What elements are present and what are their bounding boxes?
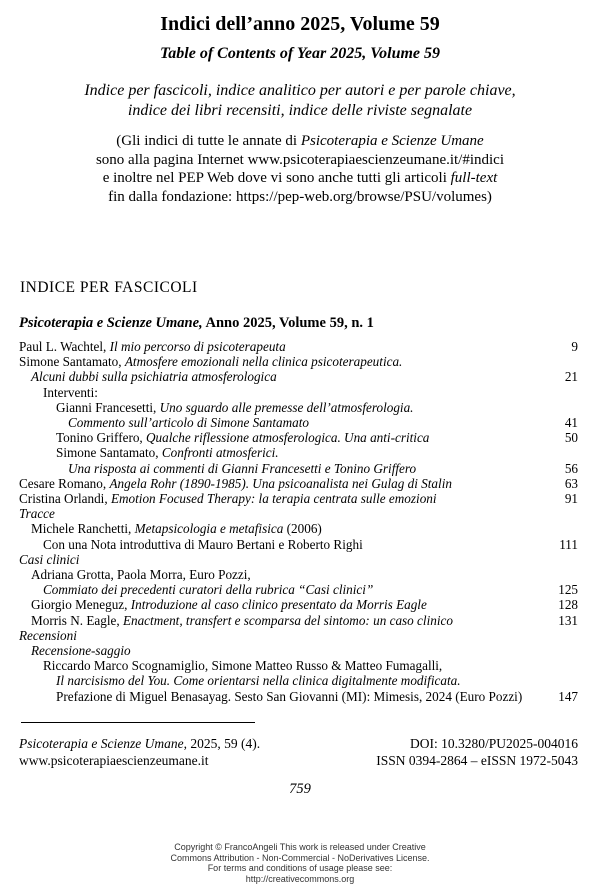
toc-entry	[19, 628, 578, 643]
toc-entry-text	[19, 491, 437, 506]
toc-page-number: 91	[564, 491, 578, 507]
intro-note-line	[0, 188, 600, 207]
text-segment: full-text	[450, 170, 498, 186]
text-segment: Tonino Griffero,	[56, 430, 147, 446]
footer-issn: ISSN 0394-2864 – eISSN 1972-5043	[376, 753, 578, 769]
page-title: Indici dell’anno 2025, Volume 59	[160, 13, 440, 35]
toc-entry	[19, 537, 578, 552]
toc-entry	[19, 673, 578, 688]
text-segment: Simone Santamato,	[19, 354, 125, 370]
toc-entry-text	[19, 597, 427, 612]
text-segment: Recensione-saggio	[31, 643, 131, 659]
text-segment: Riccardo Marco Scognamiglio, Simone Matteo Russo & Matteo Fumagalli,	[43, 658, 443, 674]
text-segment: Michele Ranchetti,	[31, 521, 135, 537]
toc-entry	[19, 385, 578, 400]
text-segment: Recensioni	[19, 627, 77, 643]
text-segment: Enactment, transfert e scomparsa del sintomo: un caso clinico	[122, 612, 453, 628]
copyright-line: http://creativecommons.org	[245, 873, 355, 884]
toc-entry	[19, 445, 578, 460]
text-segment: Tracce	[19, 506, 55, 522]
text-segment: Confronti atmosferici.	[161, 445, 279, 461]
copyright-notice	[0, 842, 600, 884]
toc-entry-text	[19, 658, 442, 673]
text-segment: Commiato dei precedenti curatori della rubrica “Casi clinici”	[43, 582, 374, 598]
toc-entry	[19, 430, 578, 445]
toc-entry	[19, 354, 578, 369]
toc-page-number: 9	[571, 339, 578, 354]
index-tagline-line: Indice per fascicoli, indice analitico per autori e per parole chiave,	[84, 82, 516, 99]
footer-website: www.psicoterapiaescienzeumane.it	[19, 753, 209, 769]
toc-entry	[19, 689, 578, 704]
text-segment: Psicoterapia e Scienze Umane	[300, 133, 484, 149]
toc-entry	[19, 582, 578, 597]
footer	[19, 735, 578, 770]
toc-page-number: 147	[558, 688, 578, 704]
footer-identifiers	[376, 735, 578, 770]
copyright-line: Commons Attribution - Non-Commercial - NoDerivatives License.	[170, 852, 430, 863]
toc-entry	[19, 506, 578, 521]
text-segment: Prefazione di Miguel Benasayag. Sesto San Giovanni (MI): Mimesis, 2024 (Euro Pozzi)	[56, 688, 523, 704]
text-segment: Psicoterapia e Scienze Umane,	[19, 315, 203, 331]
page-folio: 759	[289, 780, 311, 797]
toc-entry-text	[19, 582, 373, 597]
footnote-rule	[21, 722, 255, 723]
text-segment: Simone Santamato,	[56, 445, 162, 461]
text-segment: Morris N. Eagle,	[31, 612, 123, 628]
toc-entry	[19, 400, 578, 415]
toc-entry	[19, 369, 578, 384]
text-segment: e inoltre nel PEP Web dove vi sono anche tutti gli articoli	[102, 170, 451, 186]
text-segment: fin dalla fondazione: https://pep-web.org/browse/PSU/volumes)	[108, 188, 492, 205]
footer-citation	[19, 735, 260, 770]
intro-note-line	[0, 151, 600, 170]
text-segment: , 2025, 59 (4).	[183, 735, 261, 751]
text-segment: Il mio percorso di psicoterapeuta	[109, 339, 286, 354]
text-segment: Interventi:	[43, 384, 98, 400]
text-segment: Cristina Orlandi,	[19, 491, 111, 507]
footer-doi: DOI: 10.3280/PU2025-004016	[410, 735, 578, 751]
text-segment: Adriana Grotta, Paola Morra, Euro Pozzi,	[31, 567, 251, 583]
toc-entry-text	[19, 445, 279, 460]
text-segment: Il narcisismo del You. Come orientarsi nella clinica digitalmente modificata.	[56, 673, 461, 689]
toc-entry-text	[19, 415, 309, 430]
text-segment: Anno 2025, Volume 59, n. 1	[202, 315, 374, 331]
toc-page-number: 128	[558, 597, 578, 613]
toc-entry	[19, 658, 578, 673]
toc-entry-text	[19, 461, 416, 476]
toc-page-number: 50	[564, 430, 578, 446]
text-segment: Commento sull’articolo di Simone Santamato	[68, 415, 310, 431]
toc-page-number: 21	[564, 369, 578, 385]
text-segment: Uno sguardo alle premesse dell’atmosferologia.	[159, 399, 414, 415]
text-segment: Qualche riflessione atmosferologica. Una anti-critica	[146, 430, 430, 446]
text-segment: Una risposta ai commenti di Gianni Francesetti e Tonino Griffero	[68, 460, 417, 476]
toc-entry-text	[19, 430, 429, 445]
toc-entry-text	[19, 613, 453, 628]
text-segment: Atmosfere emozionali nella clinica psicoterapeutica.	[124, 354, 403, 370]
toc-page-number: 131	[558, 612, 578, 628]
toc-page-number: 111	[559, 536, 578, 552]
toc-entry-text	[19, 354, 402, 369]
index-tagline	[0, 81, 600, 120]
toc-entry	[19, 552, 578, 567]
toc-entry-text	[19, 537, 363, 552]
toc-entry-text	[19, 339, 286, 354]
toc-entry-text	[19, 628, 77, 643]
text-segment: (Gli indici di tutte le annate di	[116, 133, 301, 149]
text-segment: Angela Rohr (1890-1985). Una psicoanalista nei Gulag di Stalin	[109, 475, 452, 491]
toc-entry-text	[19, 689, 522, 704]
issue-heading	[19, 314, 600, 332]
toc-page-number: 56	[564, 460, 578, 476]
toc-list	[19, 339, 578, 704]
toc-entry	[19, 613, 578, 628]
toc-entry-text	[19, 369, 277, 384]
toc-entry	[19, 521, 578, 536]
toc-entry	[19, 415, 578, 430]
index-tagline-line: indice dei libri recensiti, indice delle riviste segnalate	[127, 101, 473, 119]
text-segment: Psicoterapia e Scienze Umane	[19, 735, 184, 751]
toc-page-number: 41	[564, 415, 578, 431]
text-segment: Gianni Francesetti,	[56, 399, 160, 415]
text-segment: Giorgio Meneguz,	[31, 597, 131, 613]
page-subtitle: Table of Contents of Year 2025, Volume 59	[159, 45, 441, 62]
toc-entry-text	[19, 476, 452, 491]
toc-entry	[19, 643, 578, 658]
toc-entry	[19, 461, 578, 476]
section-heading: INDICE PER FASCICOLI	[20, 279, 198, 296]
text-segment: sono alla pagina Internet www.psicoterapiaescienzeumane.it/#indici	[95, 151, 505, 168]
copyright-line: Copyright © FrancoAngeli This work is released under Creative	[174, 842, 426, 852]
footer-citation-line	[19, 735, 260, 753]
toc-entry-text	[19, 506, 55, 521]
toc-entry-text	[19, 521, 322, 536]
toc-entry	[19, 597, 578, 612]
toc-entry-text	[19, 567, 251, 582]
toc-page-number: 125	[558, 582, 578, 598]
text-segment: Emotion Focused Therapy: la terapia centrata sulle emozioni	[110, 491, 437, 507]
intro-note-line	[0, 132, 600, 151]
text-segment: Casi clinici	[19, 551, 80, 567]
toc-entry	[19, 339, 578, 354]
copyright-line: For terms and conditions of usage please see:	[207, 863, 393, 873]
toc-entry	[19, 476, 578, 491]
toc-entry-text	[19, 400, 413, 415]
text-segment: (2006)	[283, 521, 322, 537]
toc-page-number: 63	[564, 475, 578, 491]
text-segment: Cesare Romano,	[19, 475, 110, 491]
text-segment: Introduzione al caso clinico presentato da Morris Eagle	[130, 597, 427, 613]
text-segment: Metapsicologia e metafisica	[134, 521, 284, 537]
toc-entry-text	[19, 643, 131, 658]
toc-entry	[19, 491, 578, 506]
toc-entry	[19, 567, 578, 582]
toc-entry-text	[19, 385, 98, 400]
intro-note	[0, 132, 600, 206]
text-segment: Con una Nota introduttiva di Mauro Bertani e Roberto Righi	[43, 536, 363, 552]
intro-note-line	[0, 169, 600, 188]
text-segment: Paul L. Wachtel,	[19, 339, 110, 354]
toc-entry-text	[19, 552, 79, 567]
text-segment: Alcuni dubbi sulla psichiatria atmosferologica	[31, 369, 277, 385]
toc-entry-text	[19, 673, 461, 688]
